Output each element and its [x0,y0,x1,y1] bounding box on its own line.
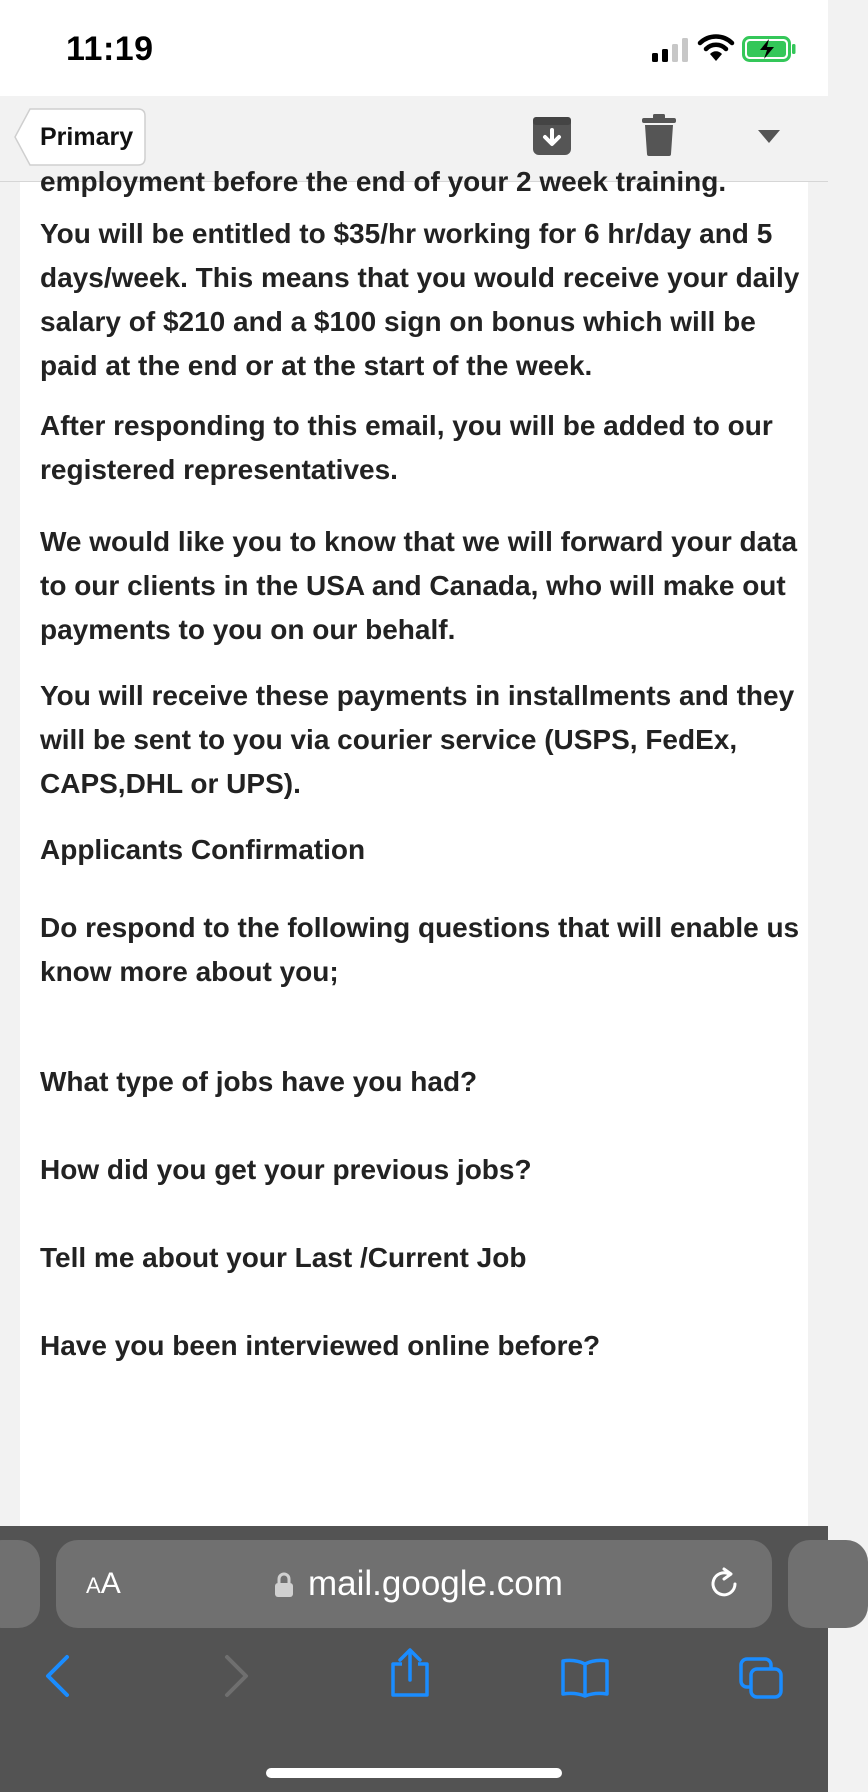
status-bar [0,0,828,96]
cellular-signal-icon [652,38,688,62]
back-chip-label: Primary [40,123,134,151]
email-question-job-types: What type of jobs have you had? [40,1066,478,1097]
email-text-cut-off: employment before the end of your 2 week training. [40,166,727,197]
battery-charging-icon [742,36,796,62]
reload-icon[interactable] [708,1566,742,1602]
email-paragraph-salary: You will be entitled to $35/hr working for 6 hr/day and 5 days/week. This means that you would receive your daily salary of $210 and a $100 sign on bonus which will be paid at the end or at the start of the week. [40,218,800,381]
home-indicator [266,1768,562,1778]
email-question-current-job: Tell me about your Last /Current Job [40,1242,527,1273]
back-arrow-icon[interactable] [42,1654,72,1698]
share-icon[interactable] [388,1648,432,1698]
email-paragraph-confirmation-heading: Applicants Confirmation [40,834,366,865]
next-tab-peek[interactable] [788,1540,868,1628]
delete-trash-icon[interactable] [642,114,676,156]
email-paragraph-registration: After responding to this email, you will be added to our registered representatives. [40,410,773,485]
back-to-primary-button[interactable] [14,108,146,166]
tabs-overview-icon[interactable] [738,1656,784,1700]
email-paragraph-questions-intro: Do respond to the following questions that will enable us know more about you; [40,912,800,987]
url-text[interactable]: mail.google.com [308,1564,563,1603]
email-question-interviewed-online: Have you been interviewed online before? [40,1330,601,1361]
bookmarks-book-icon[interactable] [560,1658,610,1698]
more-options-dropdown-icon[interactable] [758,130,780,144]
email-paragraph-data-forward: We would like you to know that we will forward your data to our clients in the USA and Canada, who will make out payments to you on our behalf. [40,526,798,645]
forward-arrow-icon[interactable] [222,1654,252,1698]
email-question-previous-jobs: How did you get your previous jobs? [40,1154,532,1185]
page-settings-aa-button[interactable]: AA [86,1567,121,1600]
previous-tab-peek[interactable] [0,1540,40,1628]
email-paragraph-payments: You will receive these payments in installments and they will be sent to you via courier service (USPS, FedEx, CAPS,DHL or UPS). [40,680,795,799]
email-body [20,166,808,1526]
archive-icon[interactable] [532,116,572,156]
safari-toolbar [0,1526,828,1792]
lock-icon [274,1572,294,1598]
status-time: 11:19 [66,30,154,68]
wifi-icon [698,34,734,62]
address-bar[interactable] [56,1540,772,1628]
